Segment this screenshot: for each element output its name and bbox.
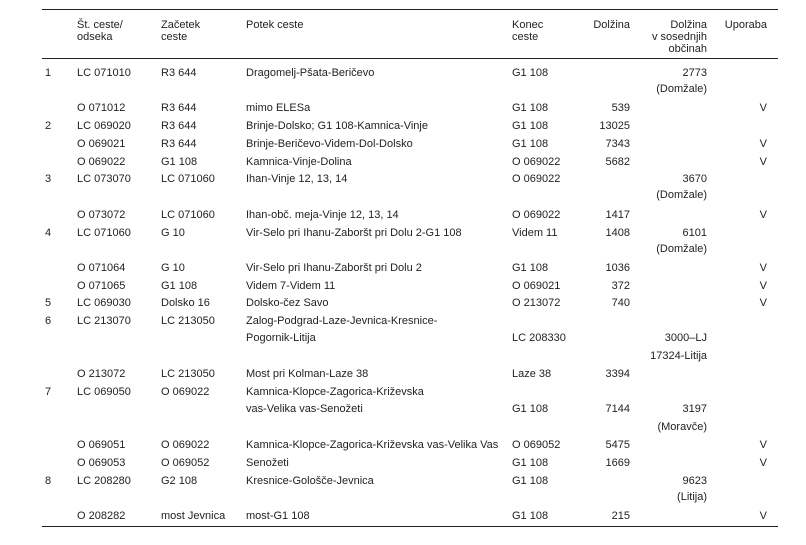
road-end: G1 108	[512, 67, 549, 79]
neighbor-length: 3670	[682, 173, 707, 185]
table-row	[0, 120, 806, 138]
road-end: G1 108	[512, 262, 549, 274]
header-code: Št. ceste/ odseka	[77, 19, 123, 43]
road-end: O 069022	[512, 156, 561, 168]
road-length: 740	[611, 297, 630, 309]
road-start: most Jevnica	[161, 510, 226, 522]
road-start: G1 108	[161, 156, 198, 168]
neighbor-length: 9623	[682, 475, 707, 487]
row-number: 2	[45, 120, 52, 132]
road-end: O 069052	[512, 439, 561, 451]
road-length: 13025	[599, 120, 630, 132]
header-end: Konec ceste	[512, 19, 544, 43]
road-length: 539	[611, 102, 630, 114]
road-end: G1 108	[512, 120, 549, 132]
road-code: LC 071060	[77, 227, 131, 239]
road-length: 3394	[605, 368, 630, 380]
road-code: O 069053	[77, 457, 126, 469]
road-code: O 069051	[77, 439, 126, 451]
road-code: O 073072	[77, 209, 126, 221]
road-end: G1 108	[512, 138, 549, 150]
road-code: LC 069050	[77, 386, 131, 398]
road-start: G1 108	[161, 280, 198, 292]
road-end: G1 108	[512, 403, 549, 415]
neighbor-length: 6101	[682, 227, 707, 239]
road-route: Kamnica-Vinje-Dolina	[246, 156, 352, 168]
road-route: Dolsko-čez Savo	[246, 297, 329, 309]
road-length: 7343	[605, 138, 630, 150]
road-start: O 069052	[161, 457, 210, 469]
neighbor-length: 3197	[682, 403, 707, 415]
row-number: 7	[45, 386, 52, 398]
neighbor-municipality: (Moravče)	[657, 421, 707, 433]
road-end: O 069022	[512, 209, 561, 221]
road-end: Videm 11	[512, 227, 558, 239]
road-end: G1 108	[512, 510, 549, 522]
road-end: G1 108	[512, 475, 549, 487]
table-row	[0, 209, 806, 227]
road-code: O 069022	[77, 156, 126, 168]
road-route-continued: Pogornik-Litija	[246, 332, 316, 344]
table-row	[0, 156, 806, 174]
road-route: mimo ELESa	[246, 102, 311, 114]
road-code: O 071064	[77, 262, 126, 274]
neighbor-length: 2773	[682, 67, 707, 79]
road-end: LC 208330	[512, 332, 566, 344]
road-start: O 069022	[161, 386, 210, 398]
road-route: Dragomelj-Pšata-Beričevo	[246, 67, 375, 79]
road-end: O 069022	[512, 173, 561, 185]
road-start: R3 644	[161, 120, 197, 132]
road-start: LC 071060	[161, 173, 215, 185]
road-route: Videm 7-Videm 11	[246, 280, 336, 292]
road-end: G1 108	[512, 457, 549, 469]
road-start: LC 213050	[161, 315, 215, 327]
row-number: 3	[45, 173, 52, 185]
road-code: O 069021	[77, 138, 126, 150]
row-number: 4	[45, 227, 52, 239]
neighbor-municipality: (Domžale)	[656, 243, 707, 255]
table-row	[0, 138, 806, 156]
road-route: Ihan-Vinje 12, 13, 14	[246, 173, 348, 185]
road-start: R3 644	[161, 138, 197, 150]
road-code: O 071065	[77, 280, 126, 292]
row-number: 1	[45, 67, 52, 79]
road-route: most-G1 108	[246, 510, 310, 522]
road-code: O 071012	[77, 102, 126, 114]
row-number: 5	[45, 297, 52, 309]
road-route: Zalog-Podgrad-Laze-Jevnica-Kresnice-	[246, 315, 438, 327]
road-route: Senožeti	[246, 457, 289, 469]
road-use: V	[759, 439, 767, 451]
road-use: V	[759, 262, 767, 274]
header-use: Uporaba	[724, 19, 767, 31]
neighbor-municipality: 17324-Litija	[650, 350, 707, 362]
top-rule	[42, 9, 778, 10]
road-length: 5475	[605, 439, 630, 451]
table-row	[0, 368, 806, 386]
road-route: Vir-Selo pri Ihanu-Zaboršt pri Dolu 2-G1 108	[246, 227, 462, 239]
header-start: Začetek ceste	[161, 19, 201, 43]
road-use: V	[759, 209, 767, 221]
road-length: 1408	[605, 227, 630, 239]
road-use: V	[759, 138, 767, 150]
table-row	[0, 315, 806, 362]
road-start: G2 108	[161, 475, 198, 487]
road-code: LC 073070	[77, 173, 131, 185]
road-route: Kresnice-Gološče-Jevnica	[246, 475, 374, 487]
road-length: 1036	[605, 262, 630, 274]
table-row	[0, 510, 806, 528]
road-start: G 10	[161, 227, 185, 239]
road-start: G 10	[161, 262, 185, 274]
table-row	[0, 67, 806, 95]
table-row	[0, 475, 806, 503]
road-length: 7144	[605, 403, 630, 415]
road-code: LC 069030	[77, 297, 131, 309]
road-start: LC 071060	[161, 209, 215, 221]
road-use: V	[759, 280, 767, 292]
road-route: Vir-Selo pri Ihanu-Zaboršt pri Dolu 2	[246, 262, 422, 274]
road-start: LC 213050	[161, 368, 215, 380]
neighbor-municipality: (Litija)	[677, 491, 707, 503]
road-end: G1 108	[512, 102, 549, 114]
road-code: LC 069020	[77, 120, 131, 132]
table-row	[0, 439, 806, 457]
road-length: 1669	[605, 457, 630, 469]
neighbor-municipality: (Domžale)	[656, 189, 707, 201]
road-use: V	[759, 156, 767, 168]
road-start: Dolsko 16	[161, 297, 210, 309]
road-code: O 208282	[77, 510, 126, 522]
road-start: R3 644	[161, 102, 197, 114]
road-code: LC 208280	[77, 475, 131, 487]
road-route: Brinje-Beričevo-Videm-Dol-Dolsko	[246, 138, 413, 150]
road-route-continued: vas-Velika vas-Senožeti	[246, 403, 363, 415]
header-length: Dolžina	[593, 19, 630, 31]
road-use: V	[759, 297, 767, 309]
row-number: 8	[45, 475, 52, 487]
header-rule	[42, 58, 778, 59]
table-row	[0, 173, 806, 201]
row-number: 6	[45, 315, 52, 327]
table-row	[0, 457, 806, 475]
road-length: 1417	[605, 209, 630, 221]
road-length: 5682	[605, 156, 630, 168]
table-row	[0, 386, 806, 433]
road-route: Brinje-Dolsko; G1 108-Kamnica-Vinje	[246, 120, 428, 132]
road-end: O 213072	[512, 297, 561, 309]
road-end: O 069021	[512, 280, 561, 292]
road-route: Kamnica-Klopce-Zagorica-Križevska vas-Velika Vas	[246, 439, 499, 451]
road-code: LC 213070	[77, 315, 131, 327]
road-route: Kamnica-Klopce-Zagorica-Križevska	[246, 386, 424, 398]
header-route: Potek ceste	[246, 19, 304, 31]
neighbor-length: 3000–LJ	[664, 332, 707, 344]
table-row	[0, 262, 806, 280]
road-length: 372	[611, 280, 630, 292]
road-code: O 213072	[77, 368, 126, 380]
road-use: V	[759, 457, 767, 469]
road-route: Most pri Kolman-Laze 38	[246, 368, 369, 380]
road-use: V	[759, 510, 767, 522]
road-length: 215	[611, 510, 630, 522]
table-row	[0, 280, 806, 298]
header-neighbor-length: Dolžina v sosednjih občinah	[651, 19, 707, 55]
table-row	[0, 227, 806, 255]
neighbor-municipality: (Domžale)	[656, 83, 707, 95]
road-code: LC 071010	[77, 67, 131, 79]
table-row	[0, 297, 806, 315]
road-route: Ihan-obč. meja-Vinje 12, 13, 14	[246, 209, 399, 221]
road-end: Laze 38	[512, 368, 552, 380]
table-row	[0, 102, 806, 120]
road-use: V	[759, 102, 767, 114]
road-start: R3 644	[161, 67, 197, 79]
road-start: O 069022	[161, 439, 210, 451]
